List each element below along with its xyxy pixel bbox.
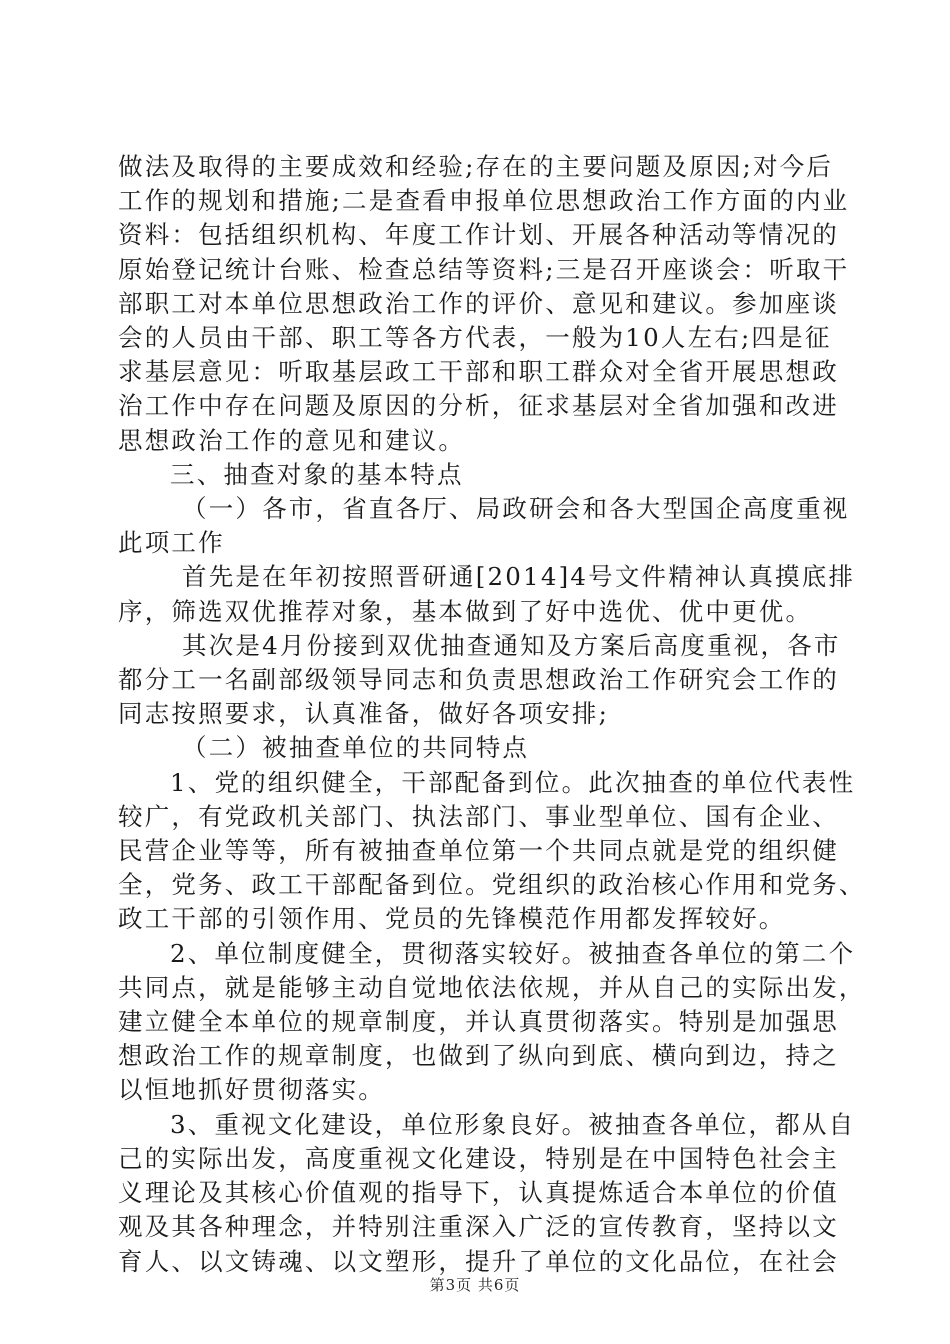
- text-line: 义理论及其核心价值观的指导下，认真提炼适合本单位的价值: [118, 1178, 839, 1208]
- text-line: 工作的规划和措施;二是查看申报单位思想政治工作方面的内业: [118, 186, 850, 216]
- text-line: 会的人员由干部、职工等各方代表，一般为10人左右;四是征: [118, 323, 832, 353]
- text-line: 想政治工作的规章制度，也做到了纵向到底、横向到边，持之: [118, 1041, 839, 1071]
- page-footer: 第3页 共6页: [429, 1276, 521, 1294]
- text-line: 同志按照要求，认真准备，做好各项安排;: [118, 699, 610, 729]
- document-body: [118, 150, 866, 1279]
- text-line: 部职工对本单位思想政治工作的评价、意见和建议。参加座谈: [118, 288, 839, 318]
- text-line: 求基层意见：听取基层政工干部和职工群众对全省开展思想政: [118, 357, 839, 387]
- text-line: 做法及取得的主要成效和经验;存在的主要问题及原因;对今后: [118, 152, 834, 181]
- text-line: 政工干部的引领作用、党员的先锋模范作用都发挥较好。: [118, 904, 786, 934]
- text-line: 以恒地抓好贯彻落实。: [118, 1075, 385, 1105]
- text-line: 己的实际出发，高度重视文化建设，特别是在中国特色社会主: [118, 1143, 839, 1173]
- text-line: 建立健全本单位的规章制度，并认真贯彻落实。特别是加强思: [118, 1007, 839, 1037]
- text-line: 序，筛选双优推荐对象，基本做到了好中选优、优中更优。: [118, 596, 813, 626]
- text-line: 思想政治工作的意见和建议。: [118, 425, 466, 455]
- text-line: 较广，有党政机关部门、执法部门、事业型单位、国有企业、: [118, 801, 839, 831]
- text-line: （二）被抽查单位的共同特点: [182, 733, 530, 763]
- text-line: 民营企业等等，所有被抽查单位第一个共同点就是党的组织健: [118, 836, 839, 866]
- text-line: 都分工一名副部级领导同志和负责思想政治工作研究会工作的: [118, 665, 839, 695]
- text-line: 全，党务、政工干部配备到位。党组织的政治核心作用和党务、: [118, 870, 866, 900]
- text-line: 育人、以文铸魂、以文塑形，提升了单位的文化品位，在社会: [118, 1246, 839, 1276]
- text-line: 3、重视文化建设，单位形象良好。被抽查各单位，都从自: [170, 1109, 856, 1139]
- text-line: 原始登记统计台账、检查总结等资料;三是召开座谈会：听取干: [118, 254, 850, 284]
- text-line: 三、抽查对象的基本特点: [170, 459, 464, 489]
- text-line: 首先是在年初按照晋研通[2014]4号文件精神认真摸底排: [182, 562, 856, 592]
- text-line: （一）各市，省直各厅、局政研会和各大型国企高度重视: [182, 494, 850, 524]
- text-line: 此项工作: [118, 528, 225, 558]
- text-line: 其次是4月份接到双优抽查通知及方案后高度重视，各市: [182, 630, 841, 660]
- text-line: 共同点，就是能够主动自觉地依法依规，并从自己的实际出发，: [118, 972, 866, 1002]
- text-line: 2、单位制度健全，贯彻落实较好。被抽查各单位的第二个: [170, 938, 856, 968]
- text-line: 治工作中存在问题及原因的分析，征求基层对全省加强和改进: [118, 391, 839, 421]
- text-line: 资料：包括组织机构、年度工作计划、开展各种活动等情况的: [118, 220, 839, 250]
- text-line: 1、党的组织健全，干部配备到位。此次抽查的单位代表性: [170, 767, 856, 797]
- text-line: 观及其各种理念，并特别注重深入广泛的宣传教育，坚持以文: [118, 1212, 839, 1242]
